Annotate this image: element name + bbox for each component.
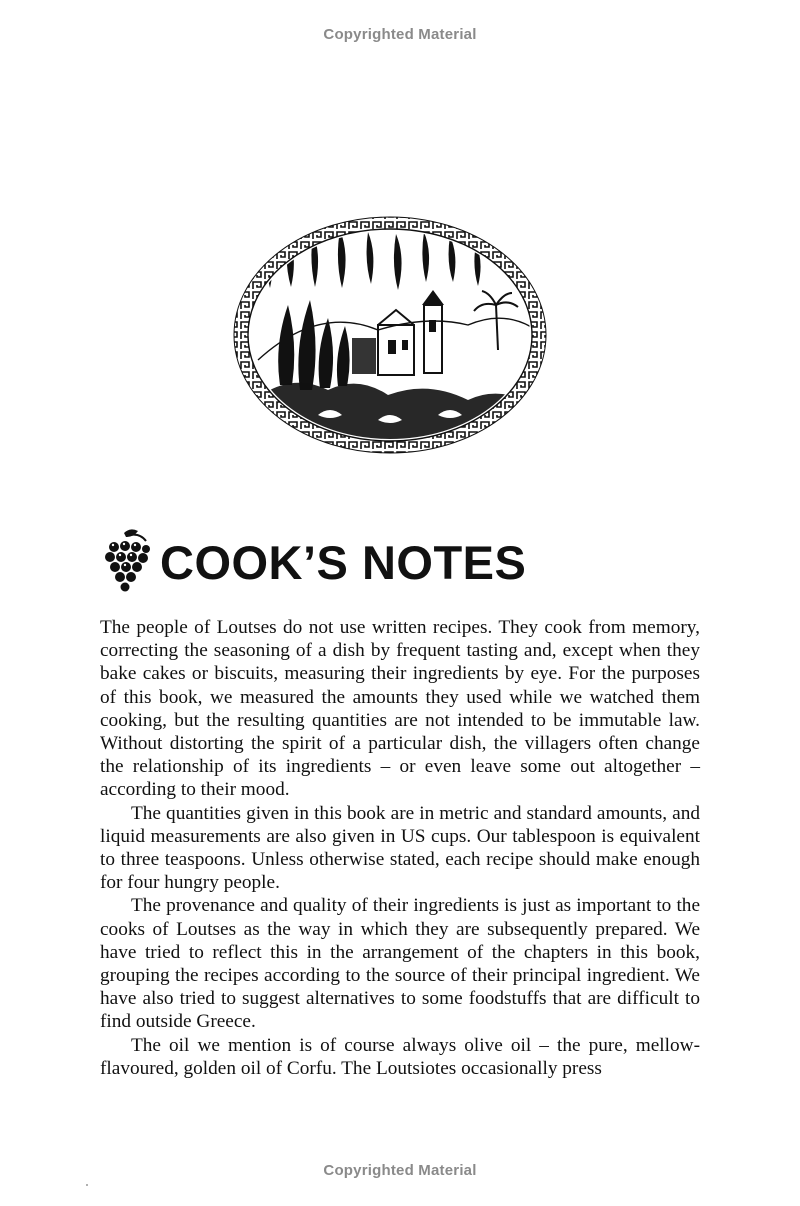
paragraph-4: The oil we mention is of course always olive oil – the pure, mellow-flavoured, golden oil of Corfu. The Loutsiotes occasionally press: [100, 1034, 700, 1079]
paragraph-1: The people of Loutses do not use written recipes. They cook from memory, correcting the seasoning of a dish by frequent tasting and, except when they bake cakes or biscuits, measuring their ingredients by eye. For the purposes of this book, we measured the amounts they used while we watched them cooking, but the resulting quantities are not intended to be immutable law. Without distorting the spirit of a particular dish, the villagers often change the relationship of its ingredients – or even leave some out altogether – according to their mood.: [100, 617, 700, 801]
watermark-bottom: Copyrighted Material: [323, 1162, 477, 1179]
page-title: COOK’S NOTES: [160, 535, 527, 589]
watermark-top: Copyrighted Material: [323, 26, 477, 43]
village-landscape-vignette-icon: [228, 210, 553, 460]
body-text: [100, 616, 700, 1080]
paragraph-3: The provenance and quality of their ingredients is just as important to the cooks of Loutses as the way in which they are subsequently prepared. We have tried to reflect this in the arrangement of the chapters in this book, grouping the recipes according to the source of their principal ingredient. We have also tried to suggest alternatives to some foodstuffs that are difficult to find outside Greece.: [100, 895, 700, 1033]
paragraph-2: The quantities given in this book are in metric and standard amounts, and liquid measurements are also given in US cups. Our tablespoon is equivalent to three teaspoons. Unless otherwise stated, each recipe should make enough for four hungry people.: [100, 802, 700, 894]
scan-speck: [86, 1184, 88, 1186]
grape-cluster-icon: [100, 529, 156, 595]
section-heading: [100, 527, 526, 597]
